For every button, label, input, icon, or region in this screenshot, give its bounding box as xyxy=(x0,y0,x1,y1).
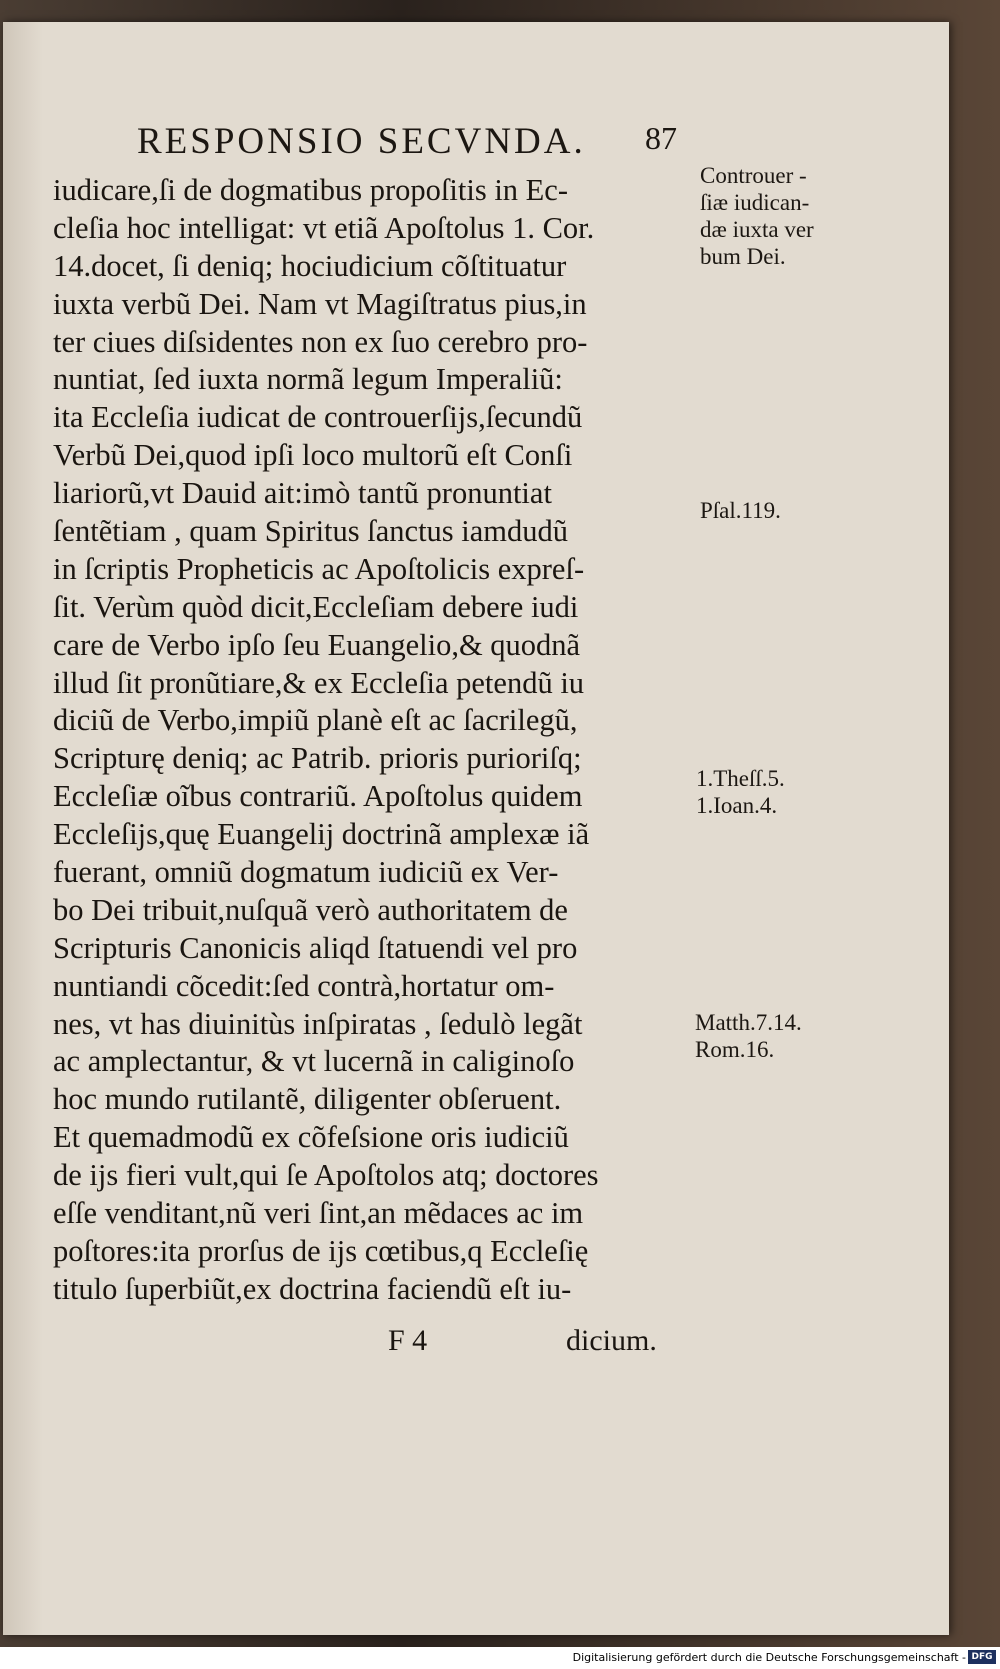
text-line: iuxta verbũ Dei. Nam vt Magiſtratus pius,in xyxy=(53,286,587,321)
marginal-line: Matth.7.14. xyxy=(695,1010,802,1035)
marginal-line: 1.Ioan.4. xyxy=(696,793,778,818)
text-line: de ijs fieri vult,qui ſe Apoſtolos atq; doctores xyxy=(53,1158,599,1193)
page-header xyxy=(123,120,683,164)
text-line: cleſia hoc intelligat: vt etiã Apoſtolus 1. Cor. xyxy=(53,210,595,245)
text-line: ſentẽtiam , quam Spiritus ſanctus iamdudũ xyxy=(53,514,569,549)
marginal-line: dæ iuxta ver xyxy=(700,217,814,242)
main-text-block xyxy=(53,172,693,1309)
signature-mark: F 4 xyxy=(388,1324,428,1357)
text-line: liariorũ,vt Dauid ait:imò tantũ pronuntiat xyxy=(53,476,552,511)
text-line: Scripturę deniq; ac Patrib. prioris purioriſq; xyxy=(53,741,582,776)
catchword: dicium. xyxy=(566,1324,657,1357)
marginal-line: bum Dei. xyxy=(700,244,786,269)
marginal-note-matth-rom xyxy=(695,1009,802,1063)
text-line: Verbũ Dei,quod ipſi loco multorũ eſt Conſi xyxy=(53,438,573,473)
text-line: iudicare,ſi de dogmatibus propoſitis in Ec- xyxy=(53,173,569,207)
page-number: 87 xyxy=(645,120,677,156)
marginal-note-psalm xyxy=(700,497,781,524)
marginal-line: 1.Theſſ.5. xyxy=(696,766,785,791)
marginal-line: Rom.16. xyxy=(695,1037,775,1062)
text-line: ſit. Verùm quòd dicit,Eccleſiam debere iudi xyxy=(53,589,579,624)
marginal-line: ſiæ iudican- xyxy=(700,190,810,215)
text-line: ter ciues diſsidentes non ex ſuo cerebro pro- xyxy=(53,324,588,359)
text-line: ac amplectantur, & vt lucernã in caliginoſo xyxy=(53,1044,575,1079)
text-line: nes, vt has diuinitùs inſpiratas , ſedulò legãt xyxy=(53,1006,583,1041)
text-line: eſſe venditant,nũ veri ſint,an mẽdaces ac im xyxy=(53,1196,584,1231)
marginal-line: Pſal.119. xyxy=(700,498,781,523)
text-line: Et quemadmodũ ex cõfeſsione oris iudiciũ xyxy=(53,1120,569,1155)
text-line: Eccleſijs,quę Euangelij doctrinã amplexæ iã xyxy=(53,817,590,852)
text-line: diciũ de Verbo,impiũ planè eſt ac ſacrilegũ, xyxy=(53,703,578,738)
text-line: nuntiat, ſed iuxta normã legum Imperaliũ: xyxy=(53,362,563,397)
text-line: titulo ſuperbiũt,ex doctrina faciendũ eſt iu- xyxy=(53,1271,572,1306)
text-line: fuerant, omniũ dogmatum iudiciũ ex Ver- xyxy=(53,855,559,890)
text-line: 14.docet, ſi deniq; hociudicium cõſtituatur xyxy=(53,248,567,283)
text-line: Scripturis Canonicis aliqd ſtatuendi vel pro xyxy=(53,930,578,965)
marginal-note-controuersiae xyxy=(700,162,814,270)
text-line: hoc mundo rutilantẽ, diligenter obſeruent. xyxy=(53,1082,562,1117)
running-title: RESPONSIO SECVNDA. xyxy=(137,121,586,162)
dfg-logo: DFG xyxy=(968,1650,996,1664)
marginal-note-thess-ioan xyxy=(696,765,785,819)
text-line: in ſcriptis Propheticis ac Apoſtolicis expreſ- xyxy=(53,551,585,586)
text-line: care de Verbo ipſo ſeu Euangelio,& quodnã xyxy=(53,627,581,662)
text-line: ita Eccleſia iudicat de controuerſijs,ſecundũ xyxy=(53,400,583,435)
digitization-credit: Digitalisierung gefördert durch die Deutsche Forschungsgemeinschaft - xyxy=(572,1651,966,1664)
text-line: bo Dei tribuit,nuſquã verò authoritatem de xyxy=(53,892,568,927)
marginal-line: Controuer - xyxy=(700,163,807,188)
text-line: poſtores:ita prorſus de ijs cœtibus,q Eccleſię xyxy=(53,1233,589,1268)
text-line: illud ſit pronũtiare,& ex Eccleſia petendũ iu xyxy=(53,665,585,700)
book-page xyxy=(3,22,949,1635)
text-line: nuntiandi cõcedit:ſed contrà,hortatur om- xyxy=(53,968,555,1003)
text-line: Eccleſiæ oĩbus contrariũ. Apoſtolus quidem xyxy=(53,779,583,814)
